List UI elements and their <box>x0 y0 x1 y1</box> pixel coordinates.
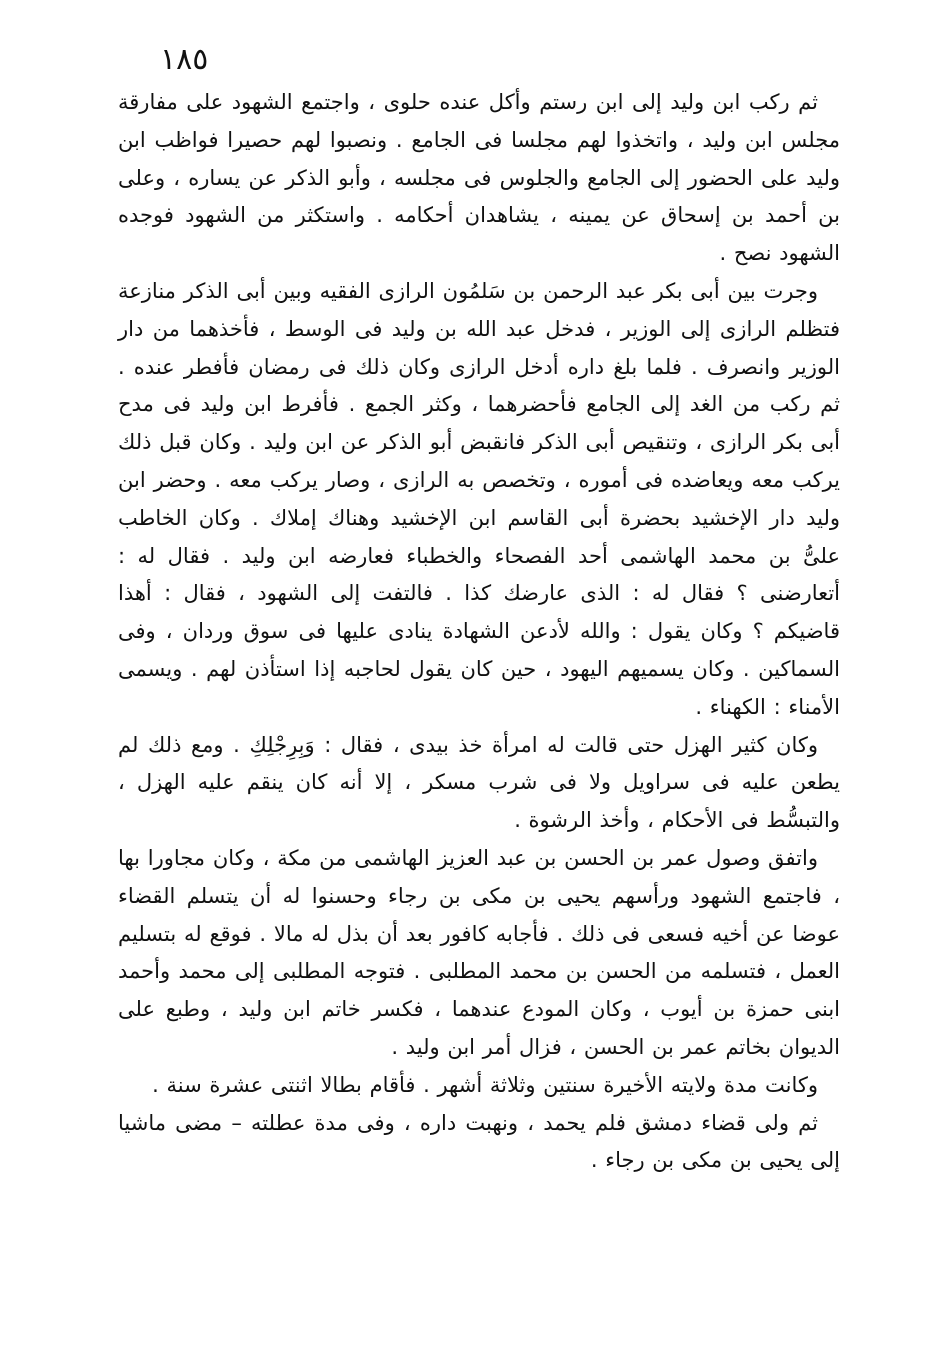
paragraph-6: ثم ولى قضاء دمشق فلم يحمد ، ونهبت داره ، وفى مدة عطلته – مضى ماشيا إلى يحيى بن مكى بن رجاء . <box>118 1110 840 1173</box>
paragraph-2: وجرت بين أبى بكر عبد الرحمن بن سَلمُون الرازى الفقيه وبين أبى الذكر منازعة فتظلم الرازى إلى الوزير ، فدخل عبد الله بن وليد فى الوسط ، فأخذهما من دار الوزير وانصرف . فلما بلغ داره أدخل الرازى وكان ذلك فى رمضان فأفطر عنده . ثم ركب من الغد إلى الجامع فأحضرهما ، وكثر الجمع . فأفرط ابن وليد فى مدح أبى بكر الرازى ، وتنقيص أبى الذكر فانقبض أبو الذكر عن ابن وليد . وكان قبل ذلك يركب معه ويعاضده فى أموره ، وتخصص به الرازى ، وصار يركب معه . وحضر ابن وليد دار الإخشيد بحضرة أبى القاسم ابن الإخشيد وهناك إملاك . وكان الخاطب علىُّ بن محمد الهاشمى أحد الفصحاء والخطباء فعارضه ابن وليد . فقال له : أتعارضنى ؟ فقال له : الذى عارضك كذا . فالتفت إلى الشهود ، فقال : أهذا قاضيكم ؟ وكان يقول : والله لأدعن الشهادة ينادى عليها فى سوق وردان ، وفى السماكين . وكان يسميهم اليهود ، حين كان يقول لحاجبه إذا استأذن لهم . ويسمى الأمناء : الكهناء . <box>118 278 840 719</box>
paragraph-5: وكانت مدة ولايته الأخيرة سنتين وثلاثة أشهر . فأقام بطالا اثنتى عشرة سنة . <box>152 1072 818 1097</box>
body-text <box>118 84 840 1180</box>
paragraph-1: ثم ركب ابن وليد إلى ابن رستم وأكل عنده حلوى ، واجتمع الشهود على مفارقة مجلس ابن وليد ، واتخذوا لهم مجلسا فى الجامع . ونصبوا لهم حصيرا فواظب ابن وليد على الحضور إلى الجامع والجلوس فى مجلسه ، وأبو الذكر عن يساره ، وعلى بن أحمد بن إسحاق عن يمينه ، يشاهدان أحكامه . واستكثر من الشهود فوجده الشهود نصح . <box>118 90 840 266</box>
page-number: ١٨٥ <box>160 42 209 77</box>
paragraph-3: وكان كثير الهزل حتى قالت له امرأة خذ بيدى ، فقال : وَبِرِجْلِكِ . ومع ذلك لم يطعن عليه فى سراويل ولا فى شرب مسكر ، إلا أنه كان ينقم عليه الهزل ، والتبسُّط فى الأحكام ، وأخذ الرشوة . <box>118 732 840 833</box>
paragraph-4: واتفق وصول عمر بن الحسن بن عبد العزيز الهاشمى من مكة ، وكان مجاورا بها ، فاجتمع الشهود ورأسهم يحيى بن مكى بن رجاء وحسنوا له أن يتسلم القضاء عوضا عن أخيه فسعى فى ذلك . فأجابه كافور بعد أن بذل له مالا . فوقع له بتسليم العمل ، فتسلمه من الحسن بن محمد المطلبى . فتوجه المطلبى إلى محمد وأحمد ابنى حمزة بن أيوب ، وكان المودع عندهما ، فكسر خاتم ابن وليد ، وطبع على الديوان بخاتم عمر بن الحسن ، فزال أمر ابن وليد . <box>118 845 840 1059</box>
